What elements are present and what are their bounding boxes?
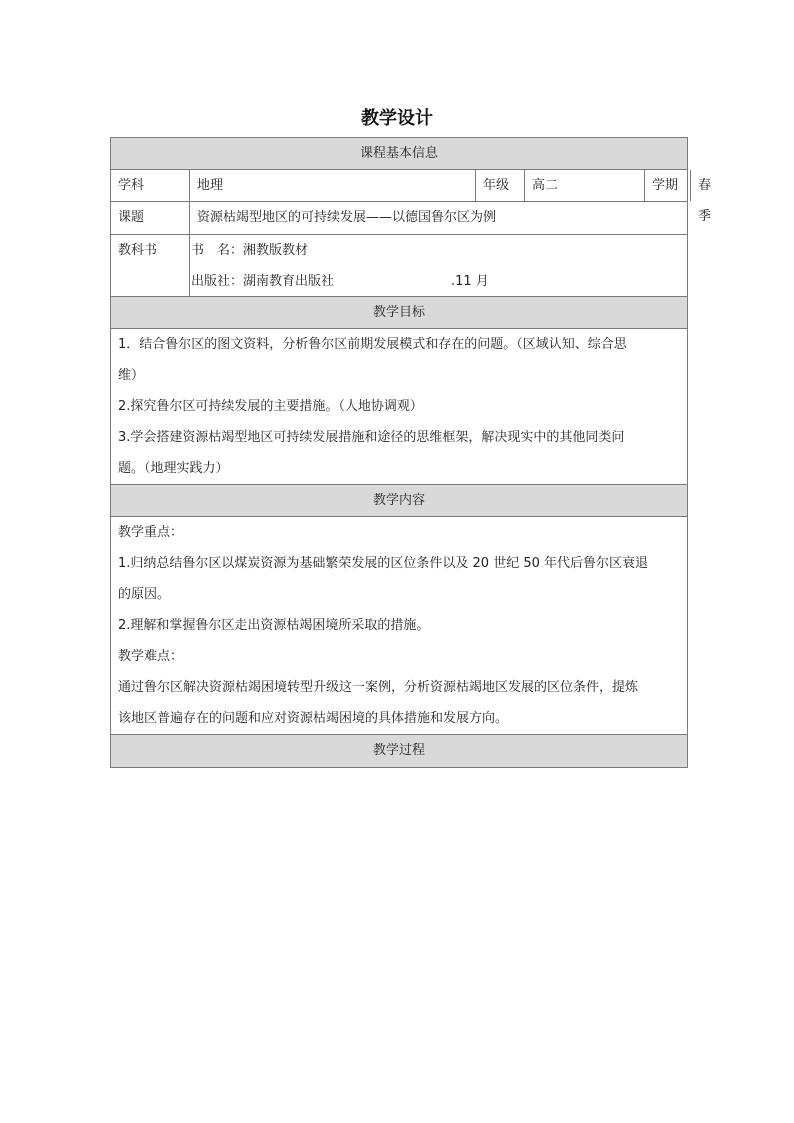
content-line: 通过鲁尔区解决资源枯竭困境转型升级这一案例，分析资源枯竭地区发展的区位条件，提炼 [118,680,639,695]
term-label: 学期 [645,170,691,201]
section-header-basic-info: 课程基本信息 [111,138,687,170]
section-header-process: 教学过程 [111,735,687,767]
content-line: 1.归纳总结鲁尔区以煤炭资源为基础繁荣发展的区位条件以及 20 世纪 50 年代后鲁尔区衰退 [118,556,649,571]
objective-line: 3.学会搭建资源枯竭型地区可持续发展措施和途径的思维框架，解决现实中的其他同类问 [118,430,625,445]
textbook-name: 书 名：湘教版教材 [191,243,309,258]
textbook-publisher: 出版社：湖南教育出版社 [191,274,335,289]
content-block [111,517,687,735]
subject-value: 地理 [190,170,476,201]
content-line: 教学难点： [118,649,184,664]
section-header-objectives: 教学目标 [111,297,687,329]
grade-value: 高二 [525,170,645,201]
textbook-label: 教科书 [111,235,190,296]
term-value: 春季 [698,178,712,224]
objective-line: 2.探究鲁尔区可持续发展的主要措施。（人地协调观） [118,399,423,414]
objective-line: 维） [118,368,145,383]
lesson-plan-table [110,137,712,768]
topic-label: 课题 [111,202,190,234]
document-title: 教学设计 [361,108,433,129]
section-header-content: 教学内容 [111,485,687,517]
content-line: 该地区普遍存在的问题和应对资源枯竭困境的具体措施和发展方向。 [118,711,509,726]
subject-label: 学科 [111,170,190,201]
textbook-publish-date: .11 月 [451,274,489,289]
topic-row [111,202,687,235]
objective-line: 1．结合鲁尔区的图文资料，分析鲁尔区前期发展模式和存在的问题。（区域认知、综合思 [118,337,627,352]
content-line: 2.理解和掌握鲁尔区走出资源枯竭困境所采取的措施。 [118,618,430,633]
textbook-row [111,235,687,297]
grade-label: 年级 [476,170,525,201]
objectives-block [111,329,687,485]
topic-value: 资源枯竭型地区的可持续发展——以德国鲁尔区为例 [197,210,497,225]
content-line: 教学重点： [118,525,184,540]
objective-line: 题。（地理实践力） [118,461,229,476]
content-line: 的原因。 [118,587,171,602]
